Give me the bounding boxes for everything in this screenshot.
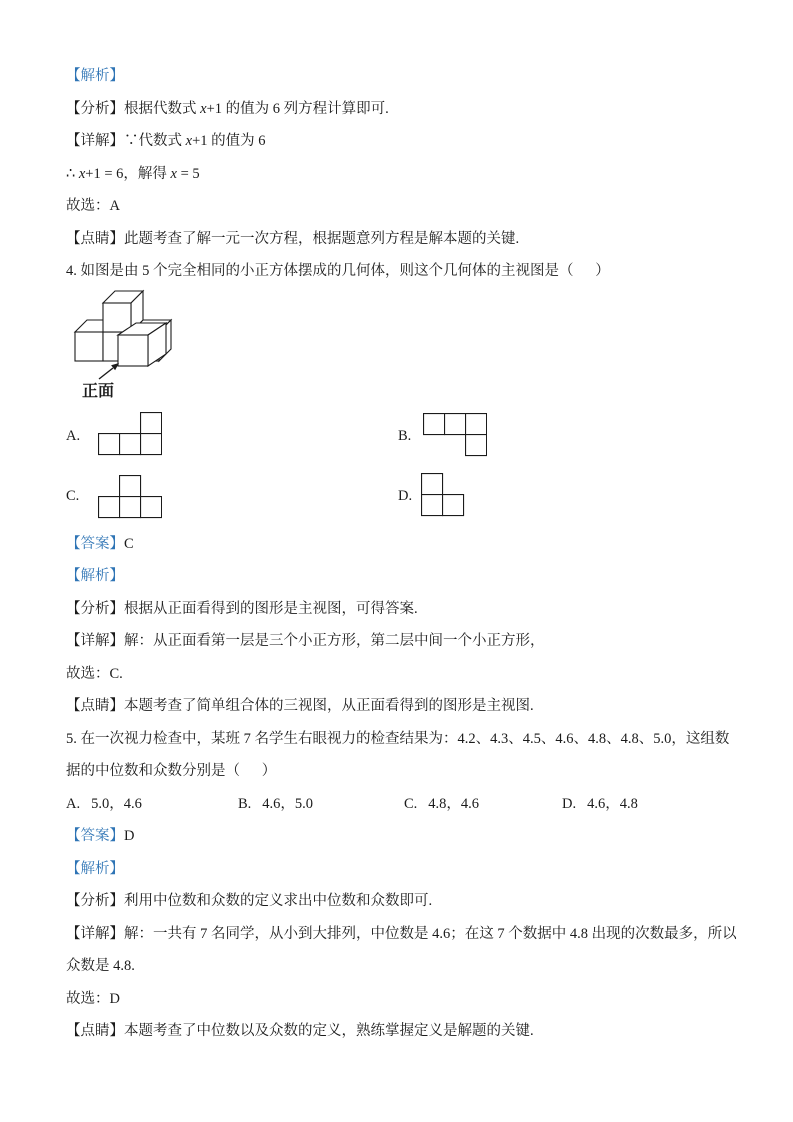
q4-choice: 故选：C.: [66, 665, 123, 682]
q3-choice: 故选：A: [66, 198, 120, 214]
option-a-value: 5.0，4.6: [91, 795, 142, 812]
q5-xiangjie-line1: 【详解】解：一共有 7 名同学，从小到大排列，中位数是 4.6；在这 7 个数据中 4.8 出现的次数最多，所以: [66, 925, 737, 942]
option-b-figure: [423, 413, 487, 457]
q4-fenxi: 【分析】根据从正面看得到的图形是主视图，可得答案.: [66, 600, 418, 617]
option-d-value: 4.6，4.8: [587, 795, 638, 812]
option-d-figure: [421, 473, 485, 517]
q5-xiangjie-line2: 众数是 4.8.: [66, 958, 135, 974]
math-var-x: x: [200, 100, 207, 117]
jiexi-label: 【解析】: [66, 860, 124, 877]
q5-fenxi: 【分析】利用中位数和众数的定义求出中位数和众数即可.: [66, 893, 433, 909]
q5-choice: 故选：D: [66, 990, 120, 1007]
q3-fenxi: [0, 93, 793, 126]
q3-equation: [0, 158, 793, 191]
q3-dianjing: 【点睛】此题考查了解一元一次方程，根据题意列方程是解本题的关键.: [66, 230, 520, 247]
math-var-x: x: [78, 165, 86, 182]
q3-xiangjie: [0, 125, 793, 158]
option-c-label: C.: [66, 487, 80, 504]
text-run: +1 = 6，解得: [85, 165, 171, 182]
option-b: [238, 788, 313, 821]
top-margin: [0, 0, 793, 60]
option-c-value: 4.8，4.6: [428, 795, 480, 812]
front-face-label: 正面: [82, 382, 115, 400]
q5-dianjing: 【点睛】本题考查了中位数以及众数的定义，熟练掌握定义是解题的关键.: [66, 1023, 534, 1039]
option-d: [562, 788, 638, 821]
option-a-figure: [98, 412, 162, 456]
option-a-label: A.: [66, 427, 81, 444]
text-run: ∴: [66, 165, 79, 182]
text-run: 【分析】根据代数式: [66, 100, 201, 117]
front-view-arrow: [99, 363, 119, 379]
option-b-label: B.: [238, 795, 252, 812]
text-run: 【详解】∵代数式: [66, 133, 186, 149]
option-c: [404, 788, 479, 821]
q4-options-row-1: [0, 400, 793, 462]
q4-jiexi-label: [0, 560, 793, 593]
answer-label: 【答案】: [66, 828, 124, 844]
q4-stem: 4. 如图是由 5 个完全相同的小正方体摆成的几何体，则这个几何体的主视图是（ ）: [66, 263, 610, 279]
cube-assembly-figure: [68, 288, 203, 400]
q5-stem-line1: 5. 在一次视力检查中，某班 7 名学生右眼视力的检查结果为：4.2、4.3、4.5、4.6、4.8、4.8、5.0，这组数: [66, 730, 730, 747]
math-var-x: x: [185, 133, 193, 149]
text-run: = 5: [176, 165, 200, 182]
q5-jiexi-label: [0, 853, 793, 886]
q5-answer: [0, 820, 793, 853]
q3-jiexi-label: [0, 60, 793, 93]
q4-options-row-2: [0, 462, 793, 520]
q4-figure-block: [0, 288, 793, 400]
option-d-label: D.: [398, 487, 413, 504]
option-c-label: C.: [404, 795, 418, 812]
text-run: +1 的值为 6 列方程计算即可.: [206, 100, 389, 117]
answer-label: 【答案】: [66, 535, 124, 552]
jiexi-label: 【解析】: [66, 568, 124, 584]
q5-options-row: [0, 788, 793, 821]
option-b-label: B.: [398, 427, 412, 444]
option-a: [66, 788, 142, 821]
q4-dianjing: 【点睛】本题考查了简单组合体的三视图，从正面看得到的图形是主视图.: [66, 698, 534, 714]
option-b-value: 4.6，5.0: [262, 795, 314, 812]
text-run: +1 的值为 6: [192, 133, 266, 149]
q4-xiangjie: 【详解】解：从正面看第一层是三个小正方形，第二层中间一个小正方形，: [66, 633, 545, 649]
option-d-label: D.: [562, 795, 577, 812]
jiexi-label: 【解析】: [66, 68, 124, 84]
answer-letter: C: [124, 535, 134, 552]
answer-letter: D: [124, 828, 135, 844]
option-a-label: A.: [66, 795, 81, 812]
q5-stem-line2: 据的中位数和众数分别是（ ）: [66, 763, 277, 779]
q4-answer: [0, 528, 793, 561]
option-c-figure: [98, 475, 162, 519]
math-var-x: x: [170, 165, 177, 182]
spacer: [0, 520, 793, 528]
